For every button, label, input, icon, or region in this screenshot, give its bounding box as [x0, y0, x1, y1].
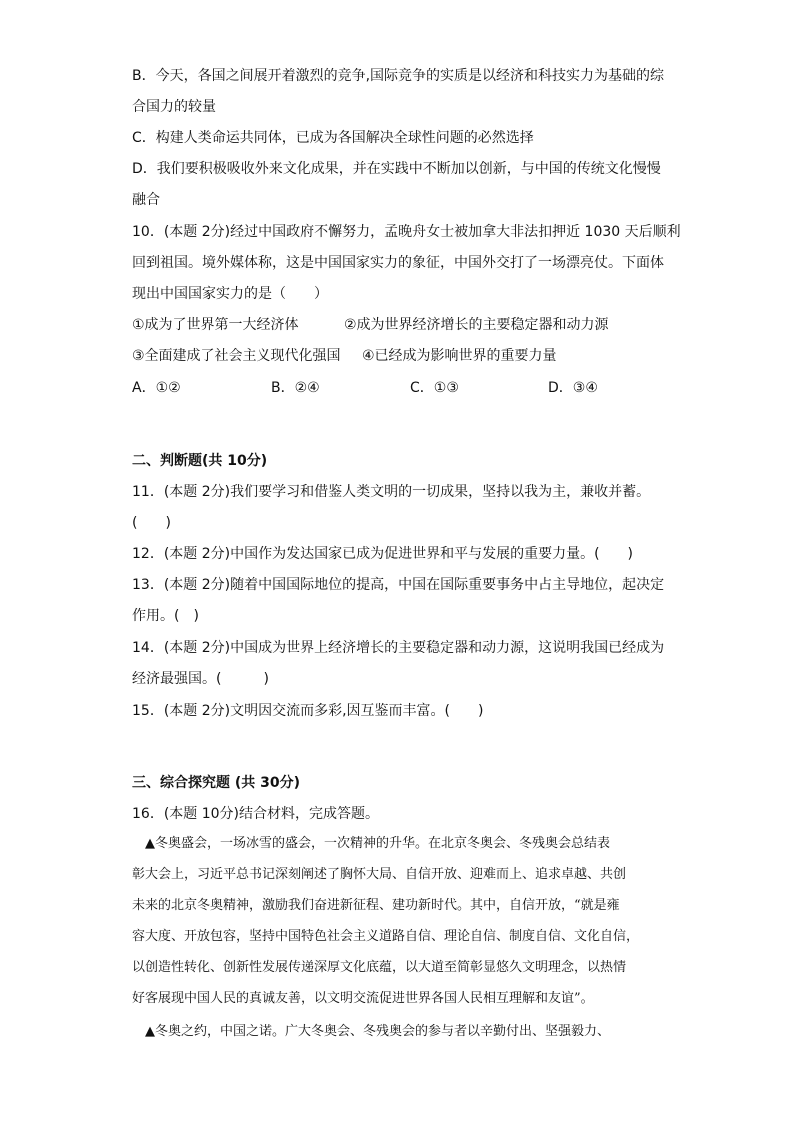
q16: 16．(本题 10分)结合材料，完成答题。 [132, 806, 380, 822]
section2-title: 二、判断题(共 10分) [132, 453, 268, 469]
q10-stem-line3: 现出中国国家实力的是（ ） [132, 286, 328, 302]
q12: 12．(本题 2分)中国作为发达国家已成为促进世界和平与发展的重要力量。( ) [132, 546, 634, 562]
material1-line4: 容大度、开放包容，坚持中国特色社会主义道路自信、理论自信、制度自信、文化自信， [132, 929, 640, 944]
q10-option-c: C．①③ [410, 380, 459, 396]
q13-line2: 作用。( ) [132, 608, 199, 624]
q10-item-2: ②成为世界经济增长的主要稳定器和动力源 [344, 317, 609, 333]
q9-option-b-line1: B．今天，各国之间展开着激烈的竞争,国际竞争的实质是以经济和科技实力为基础的综 [132, 68, 665, 84]
material1-line5: 以创造性转化、创新性发展传递深厚文化底蕴，以大道至简彰显悠久文明理念，以热情 [132, 960, 627, 975]
q10-items-row2 [132, 346, 662, 366]
q10-stem-line2: 回到祖国。境外媒体称，这是中国国家实力的象征，中国外交打了一场漂亮仗。下面体 [132, 255, 664, 271]
q9-option-b-line2: 合国力的较量 [132, 99, 216, 115]
q10-items-row1 [132, 315, 662, 335]
q10-item-3: ③全面建成了社会主义现代化强国 [132, 348, 341, 364]
q11-line2: ( ) [132, 515, 171, 531]
q14-line1: 14．(本题 2分)中国成为世界上经济增长的主要稳定器和动力源，这说明我国已经成为 [132, 640, 665, 656]
material1-line3: 未来的北京冬奥精神，激励我们奋进新征程、建功新时代。其中，自信开放，“就是雍 [132, 898, 620, 913]
q10-item-4: ④已经成为影响世界的重要力量 [362, 348, 557, 364]
q10-option-b: B．②④ [271, 380, 320, 396]
q10-option-a: A．①② [132, 380, 181, 396]
q10-stem-line1: 10．(本题 2分)经过中国政府不懈努力，孟晚舟女士被加拿大非法扣押近 1030 天后顺利 [132, 224, 681, 240]
q10-option-d: D．③④ [548, 380, 598, 396]
section3-title: 三、综合探究题 (共 30分) [132, 775, 301, 791]
q11-line1: 11．(本题 2分)我们要学习和借鉴人类文明的一切成果，坚持以我为主，兼收并蓄。 [132, 484, 651, 500]
q10-item-1: ①成为了世界第一大经济体 [132, 317, 299, 333]
q9-option-d-line1: D．我们要积极吸收外来文化成果，并在实践中不断加以创新，与中国的传统文化慢慢 [132, 161, 661, 177]
q10-options [132, 378, 662, 398]
material1-line6: 好客展现中国人民的真诚友善，以文明交流促进世界各国人民相互理解和友谊”。 [132, 991, 594, 1006]
material1-line2: 彰大会上，习近平总书记深刻阐述了胸怀大局、自信开放、迎难而上、追求卓越、共创 [132, 867, 627, 882]
material1-line1: ▲冬奥盛会，一场冰雪的盛会，一次精神的升华。在北京冬奥会、冬残奥会总结表 [132, 836, 610, 851]
q15: 15．(本题 2分)文明因交流而多彩,因互鉴而丰富。( ) [132, 703, 484, 719]
q14-line2: 经济最强国。( ) [132, 671, 269, 687]
q9-option-d-line2: 融合 [132, 192, 160, 208]
q13-line1: 13．(本题 2分)随着中国国际地位的提高，中国在国际重要事务中占主导地位，起决定 [132, 577, 665, 593]
material2-line1: ▲冬奥之约，中国之诺。广大冬奥会、冬残奥会的参与者以辛勤付出、坚强毅力、 [132, 1024, 610, 1039]
q9-option-c: C．构建人类命运共同体，已成为各国解决全球性问题的必然选择 [132, 130, 534, 146]
